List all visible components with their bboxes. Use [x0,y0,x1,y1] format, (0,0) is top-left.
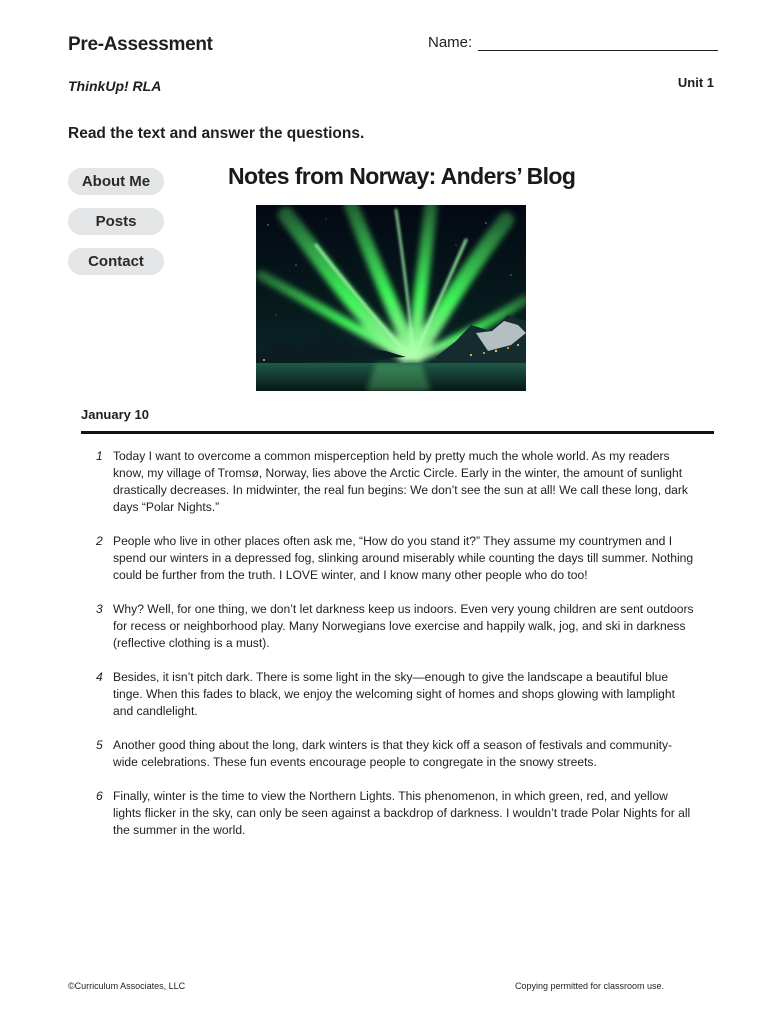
copyright-footer: ©Curriculum Associates, LLC [68,981,186,991]
post-date: January 10 [81,407,149,422]
nav-contact-button[interactable]: Contact [68,248,164,275]
paragraph [96,737,696,771]
name-field[interactable] [428,34,718,51]
paragraph-text: People who live in other places often ask me, “How do you stand it?” They assume my countrymen and I spend our winters in a depressed fog, slinking around miserably while counting the days till summer. Nothing could be further from the truth. I LOVE winter, and I know many other people who do too! [113,534,694,582]
permission-footer: Copying permitted for classroom use. [514,981,664,991]
blog-post-body [96,448,696,856]
paragraph [96,601,696,652]
paragraph-number: 5 [96,738,103,752]
series-title: ThinkUp! RLA [68,78,162,94]
instructions: Read the text and answer the questions. [68,125,365,142]
unit-label: Unit 1 [677,75,714,90]
name-line[interactable] [478,36,718,51]
blog-nav [68,168,164,288]
paragraph [96,448,696,516]
paragraph [96,533,696,584]
nav-posts-button[interactable]: Posts [68,208,164,235]
divider [81,431,714,434]
paragraph-number: 6 [96,789,103,803]
paragraph-number: 2 [96,534,103,548]
paragraph-text: Today I want to overcome a common misperception held by pretty much the whole world. As my readers know, my village of Tromsø, Norway, lies above the Arctic Circle. Early in the winter, the amount of sunlight drastically decreases. In midwinter, the real fun begins: We don’t see the sun at all! We call these long, dark days “Polar Nights.” [113,449,688,514]
paragraph-text: Besides, it isn’t pitch dark. There is some light in the sky—enough to give the landscape a beautiful blue tinge. When this fades to black, we enjoy the welcoming sight of homes and shops glowing with lamplight and candlelight. [113,670,675,718]
blog-title: Notes from Norway: Anders’ Blog [228,163,576,189]
paragraph-number: 3 [96,602,103,616]
paragraph-text: Why? Well, for one thing, we don’t let darkness keep us indoors. Even very young children are sent outdoors for recess or neighborhood play. Many Norwegians love exercise and happily walk, jog, and ski in darkness (reflective clothing is a must). [113,602,694,650]
page-title: Pre-Assessment [68,34,213,55]
paragraph-text: Finally, winter is the time to view the Northern Lights. This phenomenon, in which green, red, and yellow lights flicker in the sky, can only be seen against a backdrop of darkness. I wouldn’t trade Polar Nights for all the summer in the world. [113,789,691,837]
paragraph-text: Another good thing about the long, dark winters is that they kick off a season of festivals and community-wide celebrations. These fun events encourage people to congregate in the snowy streets. [113,738,673,769]
paragraph [96,669,696,720]
paragraph-number: 1 [96,449,103,463]
paragraph-number: 4 [96,670,103,684]
paragraph [96,788,696,839]
northern-lights-photo [256,205,526,391]
name-label: Name: [428,34,473,51]
nav-about-me-button[interactable]: About Me [68,168,164,195]
